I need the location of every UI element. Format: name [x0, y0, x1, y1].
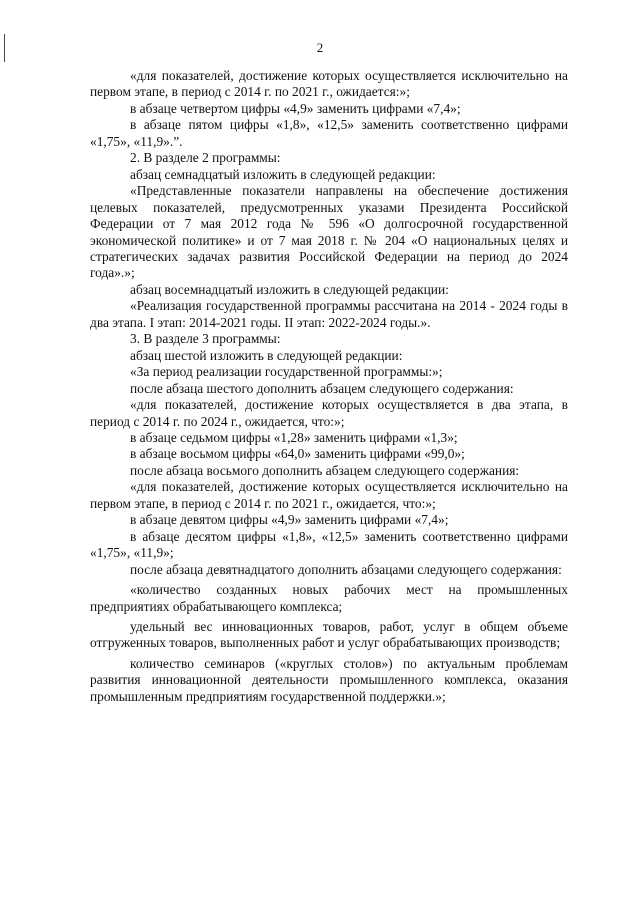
paragraph: в абзаце седьмом цифры «1,28» заменить цифрами «1,3»; — [130, 429, 458, 445]
paragraph: в абзаце десятом цифры «1,8», «12,5» заменить соответственно цифрами «1,75», «11,9»; — [90, 528, 568, 561]
section-heading: 3. В разделе 3 программы: — [130, 331, 281, 347]
paragraph: в абзаце четвертом цифры «4,9» заменить цифрами «7,4»; — [130, 100, 461, 116]
paragraph: «количество созданных новых рабочих мест на промышленных предприятиях обрабатывающего комплекса; — [90, 582, 568, 614]
paragraph: после абзаца восьмого дополнить абзацем следующего содержания: — [130, 462, 520, 478]
paragraph: «для показателей, достижение которых осуществляется исключительно на первом этапе, в период с 2014 г. по 2021 г., ожидается:»; — [90, 68, 568, 100]
paragraph: «За период реализации государственной программы:»; — [130, 364, 443, 380]
paragraph: «для показателей, достижение которых осуществляется исключительно на первом этапе, в период с 2014 г. по 2021 г., ожидается, что:»; — [90, 479, 568, 511]
paragraph: в абзаце восьмом цифры «64,0» заменить цифрами «99,0»; — [130, 446, 465, 462]
paragraph: абзац семнадцатый изложить в следующей редакции: — [130, 166, 436, 182]
document-body — [90, 68, 568, 705]
paragraph: в абзаце девятом цифры «4,9» заменить цифрами «7,4»; — [130, 512, 449, 528]
paragraph: удельный вес инновационных товаров, работ, услуг в общем объеме отгруженных товаров, выполненных работ и услуг обрабатывающих производств; — [90, 618, 568, 651]
paragraph: «Реализация государственной программы рассчитана на 2014 - 2024 годы в два этапа. I этап: 2014-2021 годы. II этап: 2022-2024 годы.». — [90, 298, 568, 330]
paragraph: «Представленные показатели направлены на обеспечение достижения целевых показателей, предусмотренных указами Президента Российской Федерации от 7 мая 2012 года № 596 «О долгосрочной государственной экономической политике» и от 7 мая 2018 г. № 204 «О национальных целях и стратегических задачах развития Российской Федерации на период до 2024 года».»; — [90, 183, 568, 281]
paragraph: после абзаца девятнадцатого дополнить абзацами следующего содержания: — [130, 561, 562, 577]
page-number: 2 — [316, 40, 324, 55]
paragraph: после абзаца шестого дополнить абзацем следующего содержания: — [130, 380, 514, 396]
paragraph: в абзаце пятом цифры «1,8», «12,5» заменить соответственно цифрами «1,75», «11,9».”. — [90, 117, 568, 149]
paragraph: абзац шестой изложить в следующей редакции: — [130, 347, 403, 363]
paragraph: абзац восемнадцатый изложить в следующей редакции: — [130, 281, 449, 297]
section-heading: 2. В разделе 2 программы: — [130, 150, 281, 166]
paragraph: количество семинаров («круглых столов») по актуальным проблемам развития инновационной деятельности промышленного комплекса, оказания промышленным предприятиям государственной поддержки.»; — [90, 655, 568, 704]
paragraph: «для показателей, достижение которых осуществляется в два этапа, в период с 2014 г. по 2024 г., ожидается, что:»; — [90, 397, 568, 429]
